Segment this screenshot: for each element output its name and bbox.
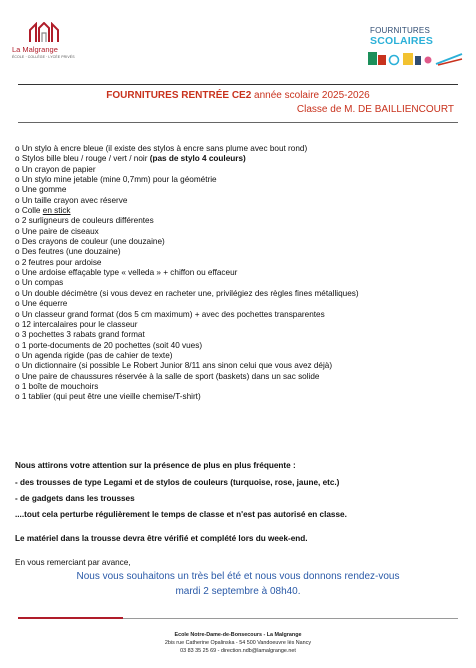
supply-item [15,351,465,361]
supply-item [15,382,465,392]
supply-item-text: o Des feutres (une douzaine) [15,247,121,257]
supply-item [15,299,465,309]
supply-item-text: o Une paire de chaussures réservée à la salle de sport (baskets) dans un sac solide [15,371,320,381]
footer-divider [18,617,458,619]
supply-item-text: o Une ardoise effaçable type « velleda » + chiffon ou effaceur [15,268,238,278]
supply-item [15,165,465,175]
footer-contact: 03 83 35 25 69 - direction.ndb@lamalgrange.net [180,648,296,654]
supply-item [15,196,465,206]
school-supplies-icon [366,50,466,66]
supply-item-text: o 2 surligneurs de couleurs différentes [15,216,154,226]
supply-item-text: o Une gomme [15,185,67,195]
supply-item [15,154,465,164]
supply-item [15,361,465,371]
supply-item-text: o Un crayon de papier [15,164,96,174]
supply-item-text: o Une paire de ciseaux [15,226,99,236]
supply-item [15,310,465,320]
supplies-logo-line1: FOURNITURES [370,26,430,35]
footer-address: 2bis rue Catherine Opalinska - 54 500 Vandoeuvre lès Nancy [164,640,312,646]
supplies-logo-line2: SCOLAIRES [370,35,434,47]
supplies-list [15,144,465,403]
supply-item [15,185,465,195]
closing-wish-2: mardi 2 septembre à 08h40. [175,586,301,597]
document-title [0,90,476,101]
supply-item [15,278,465,288]
supply-item [15,144,465,154]
footer-divider-line [123,618,458,619]
notice-check: Le matériel dans la trousse devra être vérifié et complété lors du week-end. [15,534,308,543]
supply-item [15,206,465,216]
supply-item [15,341,465,351]
malgrange-logo-icon [28,22,60,44]
supply-item-text: o Un dictionnaire (si possible Le Robert Junior 8/11 ans sinon celui que vous avez déjà) [15,361,333,371]
supply-item [15,372,465,382]
supply-item-text: (pas de stylo 4 couleurs) [149,154,246,164]
supply-item [15,237,465,247]
class-teacher: Classe de M. DE BAILLIENCOURT [296,104,454,115]
supply-item-text: o 1 tablier (qui peut être une vieille chemise/T-shirt) [15,392,201,402]
notice-line-3: ....tout cela perturbe régulièrement le temps de classe et n'est pas autorisé en classe. [15,510,347,519]
title-top-rule [18,84,458,85]
supply-item [15,227,465,237]
supply-item-text: o Colle [15,206,43,216]
footer-school: Ecole Notre-Dame-de-Bonsecours - La Malgrange [174,632,302,638]
closing-wish-1: Nous vous souhaitons un très bel été et nous vous donnons rendez-vous [76,571,400,582]
supply-item-text: o Un agenda rigide (pas de cahier de texte) [15,350,173,360]
footer-divider-accent [18,617,123,619]
closing-thanks: En vous remerciant par avance, [15,558,131,567]
supply-item-text: o Une équerre [15,299,68,309]
supply-item [15,258,465,268]
supply-item-text: o 1 boîte de mouchoirs [15,381,99,391]
supply-item [15,268,465,278]
school-logo [12,22,82,64]
supply-item-text: o 3 pochettes 3 rabats grand format [15,330,145,340]
supply-item [15,289,465,299]
supply-item [15,216,465,226]
supply-item-text: o 12 intercalaires pour le classeur [15,319,138,329]
title-bottom-rule [18,122,458,123]
supply-item-text: o 2 feutres pour ardoise [15,257,102,267]
supply-item-text: o Un stylo à encre bleue (il existe des stylos à encre sans plume avec bout rond) [15,144,308,153]
supply-item-text: o Un classeur grand format (dos 5 cm maximum) + avec des pochettes transparentes [15,309,325,319]
supplies-logo [366,24,466,70]
supply-item [15,175,465,185]
title-bold: FOURNITURES RENTRÉE CE2 [106,90,252,101]
supply-item-text: o Des crayons de couleur (une douzaine) [15,237,165,247]
supply-item [15,330,465,340]
supply-item [15,320,465,330]
supply-item [15,247,465,257]
logo-name: La Malgrange [12,45,58,54]
supply-item-text: o Un double décimètre (si vous devez en racheter une, privilégiez des règles fines métalliques) [15,288,359,298]
notice-line-1: - des trousses de type Legami et de stylos de couleurs (turquoise, rose, jaune, etc.) [15,478,340,487]
logo-tagline: ÉCOLE · COLLÈGE · LYCÉE PRIVÉS [12,55,75,59]
supply-item-text: o Un compas [15,278,64,288]
supply-item-text: o Un taille crayon avec réserve [15,195,128,205]
supply-item-text: o 1 porte-documents de 20 pochettes (soit 40 vues) [15,340,203,350]
supply-item [15,392,465,402]
notice-line-2: - de gadgets dans les trousses [15,494,135,503]
supply-item-text: o Un stylo mine jetable (mine 0,7mm) pour la géométrie [15,175,217,185]
supply-item-text: o Stylos bille bleu / rouge / vert / noir [15,154,150,164]
title-year: année scolaire 2025-2026 [251,90,370,101]
notice-intro: Nous attirons votre attention sur la présence de plus en plus fréquente : [15,461,296,470]
supply-item-text: en stick [42,206,71,216]
